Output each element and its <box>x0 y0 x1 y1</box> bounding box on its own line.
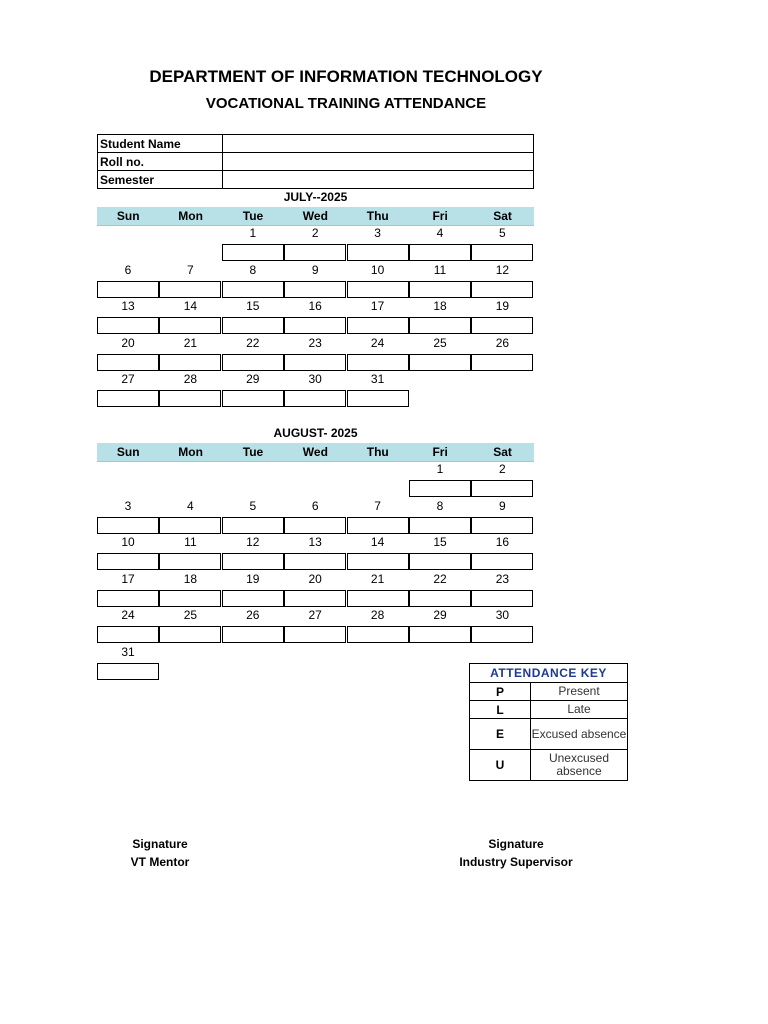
day-number: 19 <box>495 299 510 313</box>
day-number: 14 <box>370 535 385 549</box>
day-number: 4 <box>187 498 194 513</box>
day-number: 3 <box>124 498 132 513</box>
day-number: 27 <box>121 372 135 386</box>
attendance-entry-box[interactable] <box>347 390 409 407</box>
attendance-entry-box[interactable] <box>97 354 159 371</box>
attendance-entry-box[interactable] <box>347 281 409 298</box>
attendance-entry-box[interactable] <box>347 626 409 643</box>
day-number: 17 <box>370 299 385 313</box>
attendance-entry-box[interactable] <box>471 590 533 607</box>
attendance-entry-box[interactable] <box>159 317 221 334</box>
day-number: 23 <box>495 571 510 586</box>
day-number: 15 <box>433 535 447 549</box>
attendance-entry-box[interactable] <box>159 590 221 607</box>
day-number: 10 <box>370 262 385 277</box>
day-number: 1 <box>436 462 444 476</box>
attendance-entry-box[interactable] <box>159 390 221 407</box>
attendance-entry-box[interactable] <box>97 663 159 680</box>
attendance-entry-box[interactable] <box>409 480 471 497</box>
weekday-label: Tue <box>242 209 264 223</box>
day-number: 20 <box>308 571 322 586</box>
attendance-entry-box[interactable] <box>471 317 533 334</box>
day-number: 16 <box>495 535 510 549</box>
attendance-entry-box[interactable] <box>284 317 346 334</box>
weekday-label: Mon <box>178 445 203 459</box>
attendance-entry-box[interactable] <box>222 590 284 607</box>
semester-row <box>98 171 534 189</box>
key-code-unexcused: U <box>470 750 531 781</box>
day-number: 29 <box>433 608 447 622</box>
attendance-entry-box[interactable] <box>97 553 159 570</box>
attendance-entry-box[interactable] <box>159 626 221 643</box>
month-title: AUGUST- 2025 <box>273 426 358 440</box>
day-number: 8 <box>436 498 444 513</box>
attendance-entry-box[interactable] <box>222 553 284 570</box>
weekday-label: Sun <box>116 445 140 459</box>
roll-no-row <box>98 153 534 171</box>
day-number: 3 <box>374 226 381 240</box>
day-number: 24 <box>121 608 135 622</box>
attendance-entry-box[interactable] <box>471 517 533 534</box>
key-code-excused: E <box>470 719 531 750</box>
day-number: 5 <box>249 498 257 513</box>
weekday-header <box>97 207 534 226</box>
attendance-key-title: ATTENDANCE KEY <box>470 664 628 683</box>
day-number: 30 <box>308 372 322 386</box>
attendance-entry-box[interactable] <box>97 390 159 407</box>
day-number: 12 <box>246 535 260 549</box>
day-number: 31 <box>370 372 385 386</box>
day-number: 26 <box>495 335 510 350</box>
day-number: 23 <box>308 335 322 350</box>
key-desc-late: Late <box>531 701 628 719</box>
attendance-subtitle: VOCATIONAL TRAINING ATTENDANCE <box>205 95 487 112</box>
day-number: 31 <box>121 644 135 659</box>
day-number: 6 <box>124 262 132 277</box>
key-code-present: P <box>470 683 531 701</box>
day-number: 26 <box>246 608 260 622</box>
day-number: 13 <box>121 299 135 313</box>
supervisor-signature-label: Signature <box>488 837 544 851</box>
semester-field[interactable] <box>223 171 534 189</box>
attendance-entry-box[interactable] <box>409 317 471 334</box>
weekday-label: Tue <box>242 445 264 459</box>
day-number: 8 <box>249 262 257 277</box>
day-number: 13 <box>308 535 322 549</box>
day-number: 21 <box>183 335 198 350</box>
weekday-label: Sat <box>493 209 512 223</box>
attendance-entry-box[interactable] <box>284 590 346 607</box>
attendance-entry-box[interactable] <box>222 517 284 534</box>
weekday-label: Thu <box>366 445 389 459</box>
attendance-entry-box[interactable] <box>471 553 533 570</box>
supervisor-role: Industry Supervisor <box>459 855 573 869</box>
attendance-entry-box[interactable] <box>222 244 284 261</box>
mentor-signature-label: Signature <box>132 837 188 851</box>
weekday-label: Wed <box>302 209 328 223</box>
attendance-entry-box[interactable] <box>409 281 471 298</box>
attendance-entry-box[interactable] <box>222 281 284 298</box>
day-number: 18 <box>183 571 198 586</box>
attendance-entry-box[interactable] <box>222 626 284 643</box>
day-number: 18 <box>433 299 447 313</box>
day-number: 10 <box>121 535 135 549</box>
attendance-entry-box[interactable] <box>409 590 471 607</box>
attendance-entry-box[interactable] <box>347 354 409 371</box>
day-number: 24 <box>370 335 385 350</box>
day-number: 20 <box>121 335 135 350</box>
attendance-entry-box[interactable] <box>347 590 409 607</box>
attendance-entry-box[interactable] <box>409 553 471 570</box>
day-number: 22 <box>246 335 260 350</box>
key-desc-unexcused: Unexcused absence <box>531 750 628 781</box>
attendance-entry-box[interactable] <box>409 354 471 371</box>
student-info-table <box>97 134 534 189</box>
day-number: 7 <box>374 498 381 513</box>
attendance-entry-box[interactable] <box>409 244 471 261</box>
attendance-entry-box[interactable] <box>284 281 346 298</box>
weekday-label: Sun <box>116 209 140 223</box>
day-number: 2 <box>499 462 506 476</box>
attendance-entry-box[interactable] <box>284 354 346 371</box>
day-number: 19 <box>246 571 260 586</box>
day-number: 6 <box>311 498 319 513</box>
day-number: 28 <box>183 372 198 386</box>
attendance-entry-box[interactable] <box>347 317 409 334</box>
department-title: DEPARTMENT OF INFORMATION TECHNOLOGY <box>149 67 543 86</box>
day-number: 2 <box>311 226 319 240</box>
attendance-entry-box[interactable] <box>409 517 471 534</box>
month-title: JULY--2025 <box>283 190 348 204</box>
attendance-entry-box[interactable] <box>471 354 533 371</box>
semester-label: Semester <box>98 171 223 189</box>
attendance-entry-box[interactable] <box>97 281 159 298</box>
day-number: 21 <box>370 571 385 586</box>
attendance-entry-box[interactable] <box>97 590 159 607</box>
day-number: 22 <box>433 571 447 586</box>
attendance-entry-box[interactable] <box>97 317 159 334</box>
day-number: 5 <box>499 226 506 240</box>
day-number: 1 <box>249 226 257 240</box>
weekday-label: Thu <box>366 209 389 223</box>
attendance-entry-box[interactable] <box>284 244 346 261</box>
student-name-field[interactable] <box>223 135 534 153</box>
weekday-header <box>97 443 534 462</box>
attendance-entry-box[interactable] <box>222 390 284 407</box>
attendance-entry-box[interactable] <box>347 244 409 261</box>
weekday-label: Fri <box>432 209 448 223</box>
day-number: 4 <box>436 226 444 240</box>
day-number: 25 <box>183 608 198 622</box>
attendance-entry-box[interactable] <box>284 553 346 570</box>
attendance-entry-box[interactable] <box>159 281 221 298</box>
day-number: 27 <box>308 608 322 622</box>
attendance-entry-box[interactable] <box>471 480 533 497</box>
key-code-late: L <box>470 701 531 719</box>
attendance-entry-box[interactable] <box>471 281 533 298</box>
attendance-entry-box[interactable] <box>284 517 346 534</box>
day-number: 14 <box>183 299 198 313</box>
day-number: 29 <box>246 372 260 386</box>
day-number: 11 <box>184 535 197 549</box>
attendance-entry-box[interactable] <box>159 354 221 371</box>
attendance-entry-box[interactable] <box>97 626 159 643</box>
attendance-entry-box[interactable] <box>222 317 284 334</box>
attendance-entry-box[interactable] <box>284 626 346 643</box>
day-number: 9 <box>499 498 506 513</box>
day-number: 15 <box>246 299 260 313</box>
mentor-role: VT Mentor <box>130 855 190 869</box>
day-number: 11 <box>433 262 447 277</box>
day-number: 17 <box>121 571 135 586</box>
attendance-entry-box[interactable] <box>471 244 533 261</box>
attendance-entry-box[interactable] <box>471 626 533 643</box>
key-desc-excused: Excused absence <box>531 719 628 750</box>
attendance-entry-box[interactable] <box>347 517 409 534</box>
day-number: 30 <box>495 608 510 622</box>
day-number: 7 <box>187 262 194 277</box>
day-number: 25 <box>433 335 447 350</box>
attendance-entry-box[interactable] <box>159 517 221 534</box>
day-number: 12 <box>495 262 510 277</box>
weekday-label: Mon <box>178 209 203 223</box>
day-number: 28 <box>370 608 385 622</box>
weekday-label: Sat <box>493 445 512 459</box>
weekday-label: Wed <box>302 445 328 459</box>
attendance-entry-box[interactable] <box>284 390 346 407</box>
attendance-entry-box[interactable] <box>222 354 284 371</box>
day-number: 16 <box>308 299 322 313</box>
roll-no-field[interactable] <box>223 153 534 171</box>
weekday-label: Fri <box>432 445 448 459</box>
student-name-label: Student Name <box>98 135 223 153</box>
day-number: 9 <box>311 262 319 277</box>
attendance-entry-box[interactable] <box>409 626 471 643</box>
student-name-row <box>98 135 534 153</box>
key-desc-present: Present <box>531 683 628 701</box>
attendance-entry-box[interactable] <box>97 517 159 534</box>
attendance-entry-box[interactable] <box>347 553 409 570</box>
roll-no-label: Roll no. <box>98 153 223 171</box>
attendance-key <box>469 663 628 781</box>
attendance-entry-box[interactable] <box>159 553 221 570</box>
